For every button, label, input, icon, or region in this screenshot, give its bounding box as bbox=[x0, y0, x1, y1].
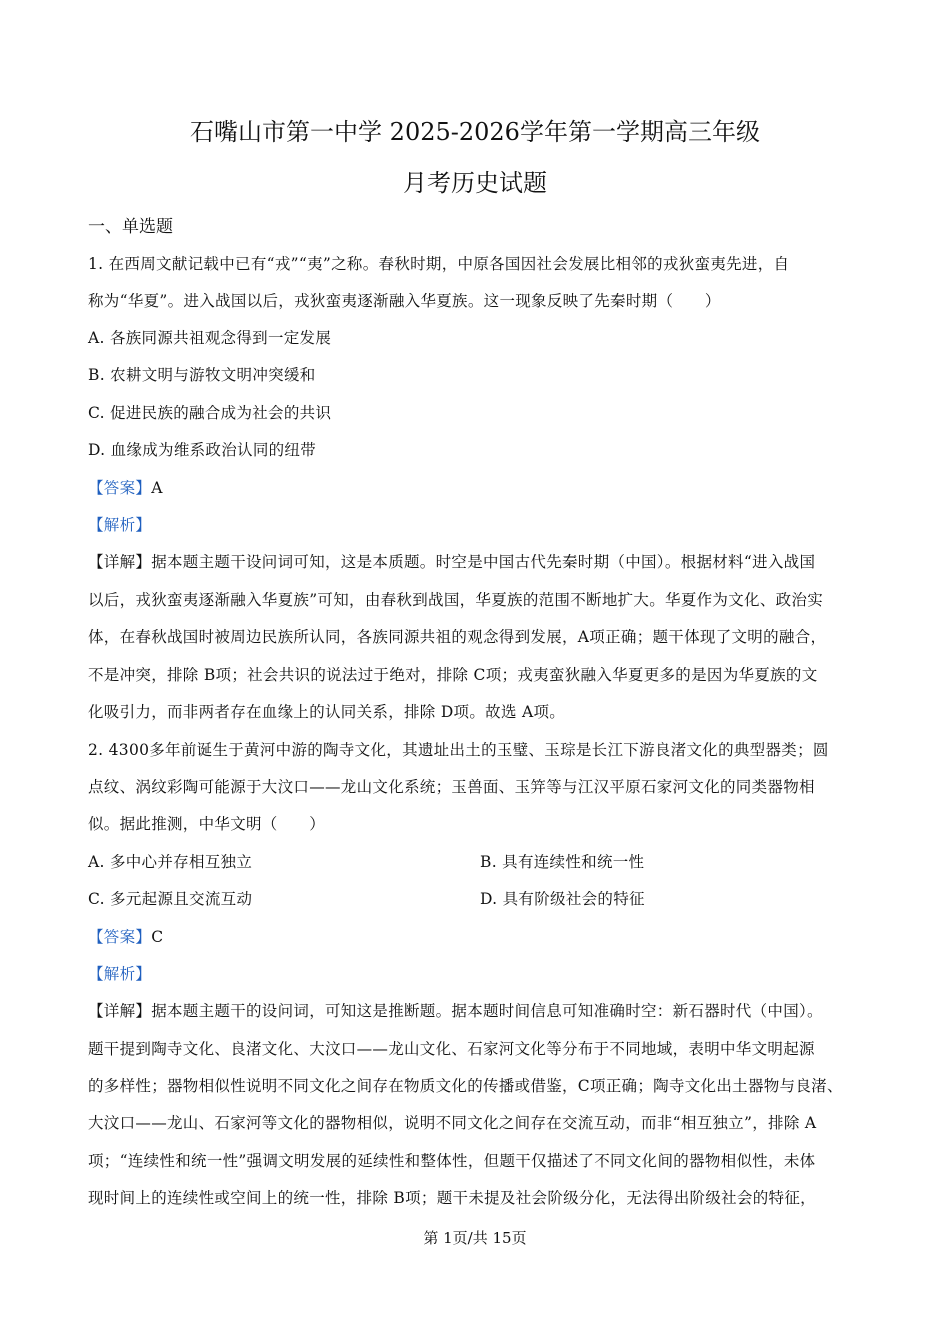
q1-detail-line-4: 不是冲突，排除 B项；社会共识的说法过于绝对，排除 C项；戎夷蛮狄融入华夏更多的是因为华夏族的文 bbox=[88, 666, 818, 684]
q2-detail-line-5: 项；“连续性和统一性”强调文明发展的延续性和整体性，但题干仅描述了不同文化间的器物相似性，未体 bbox=[88, 1152, 816, 1170]
answer-value: C bbox=[151, 928, 164, 946]
detail-tag: 【详解】 bbox=[88, 1002, 152, 1020]
q2-option-c: C. 多元起源且交流互动 bbox=[88, 890, 253, 908]
detail-tag: 【详解】 bbox=[88, 553, 152, 571]
q1-option-c: C. 促进民族的融合成为社会的共识 bbox=[88, 404, 332, 422]
q2-answer bbox=[88, 925, 163, 947]
page-footer: 第 1页/共 15页 bbox=[423, 1229, 527, 1247]
q2-detail-line-4: 大汶口——龙山、石家河等文化的器物相似，说明不同文化之间存在交流互动，而非“相互独立”，排除 A bbox=[88, 1114, 817, 1132]
q2-stem-line-2: 点纹、涡纹彩陶可能源于大汶口——龙山文化系统；玉兽面、玉笄等与江汉平原石家河文化的同类器物相 bbox=[88, 778, 815, 796]
q1-detail-line-5: 化吸引力，而非两者存在血缘上的认同关系，排除 D项。故选 A项。 bbox=[88, 703, 566, 721]
q2-stem-line-3: 似。据此推测，中华文明（ ） bbox=[88, 815, 326, 833]
q2-analysis-tag: 【解析】 bbox=[88, 965, 152, 983]
q1-answer bbox=[88, 476, 163, 498]
q1-analysis-tag: 【解析】 bbox=[88, 516, 152, 534]
answer-tag: 【答案】 bbox=[88, 928, 152, 946]
q2-option-a: A. 多中心并存相互独立 bbox=[88, 853, 253, 871]
q1-option-b: B. 农耕文明与游牧文明冲突缓和 bbox=[88, 366, 316, 384]
q1-stem-line-2: 称为“华夏”。进入战国以后，戎狄蛮夷逐渐融入华夏族。这一现象反映了先秦时期（ ） bbox=[88, 292, 721, 310]
answer-value: A bbox=[151, 479, 163, 497]
q2-stem-line-1: 2. 4300多年前诞生于黄河中游的陶寺文化，其遗址出土的玉璧、玉琮是长江下游良渚文化的典型器类；圆 bbox=[88, 741, 829, 759]
q1-detail-line-2: 以后，戎狄蛮夷逐渐融入华夏族”可知，由春秋到战国，华夏族的范围不断地扩大。华夏作为文化、政治实 bbox=[88, 591, 824, 609]
detail-text: 据本题主题干的设问词，可知这是推断题。据本题时间信息可知准确时空：新石器时代（中国）。 bbox=[151, 1002, 823, 1020]
q2-detail-line-3: 的多样性；器物相似性说明不同文化之间存在物质文化的传播或借鉴，C项正确；陶寺文化出土器物与良渚、 bbox=[88, 1077, 843, 1095]
q1-option-a: A. 各族同源共祖观念得到一定发展 bbox=[88, 329, 332, 347]
q2-detail-line-1 bbox=[88, 999, 823, 1021]
q1-detail-line-3: 体，在春秋战国时被周边民族所认同，各族同源共祖的观念得到发展，A项正确；题干体现了文明的融合， bbox=[88, 628, 827, 646]
q1-option-d: D. 血缘成为维系政治认同的纽带 bbox=[88, 441, 317, 459]
title-line-2: 月考历史试题 bbox=[403, 169, 547, 197]
detail-text: 据本题主题干设问词可知，这是本质题。时空是中国古代先秦时期（中国）。根据材料“进入战国 bbox=[151, 553, 816, 571]
q2-detail-line-2: 题干提到陶寺文化、良渚文化、大汶口——龙山文化、石家河文化等分布于不同地域，表明中华文明起源 bbox=[88, 1040, 815, 1058]
q1-stem-line-1: 1. 在西周文献记载中已有“戎”“夷”之称。春秋时期，中原各国因社会发展比相邻的戎狄蛮夷先进，自 bbox=[88, 255, 790, 273]
q2-detail-line-6: 现时间上的连续性或空间上的统一性，排除 B项；题干未提及社会阶级分化，无法得出阶级社会的特征， bbox=[88, 1189, 816, 1207]
q2-option-b: B. 具有连续性和统一性 bbox=[480, 853, 645, 871]
answer-tag: 【答案】 bbox=[88, 479, 152, 497]
q1-detail-line-1 bbox=[88, 550, 815, 572]
title-line-1: 石嘴山市第一中学 2025-2026学年第一学期高三年级 bbox=[190, 118, 760, 146]
section-heading: 一、单选题 bbox=[88, 217, 173, 237]
q2-option-d: D. 具有阶级社会的特征 bbox=[480, 890, 645, 908]
